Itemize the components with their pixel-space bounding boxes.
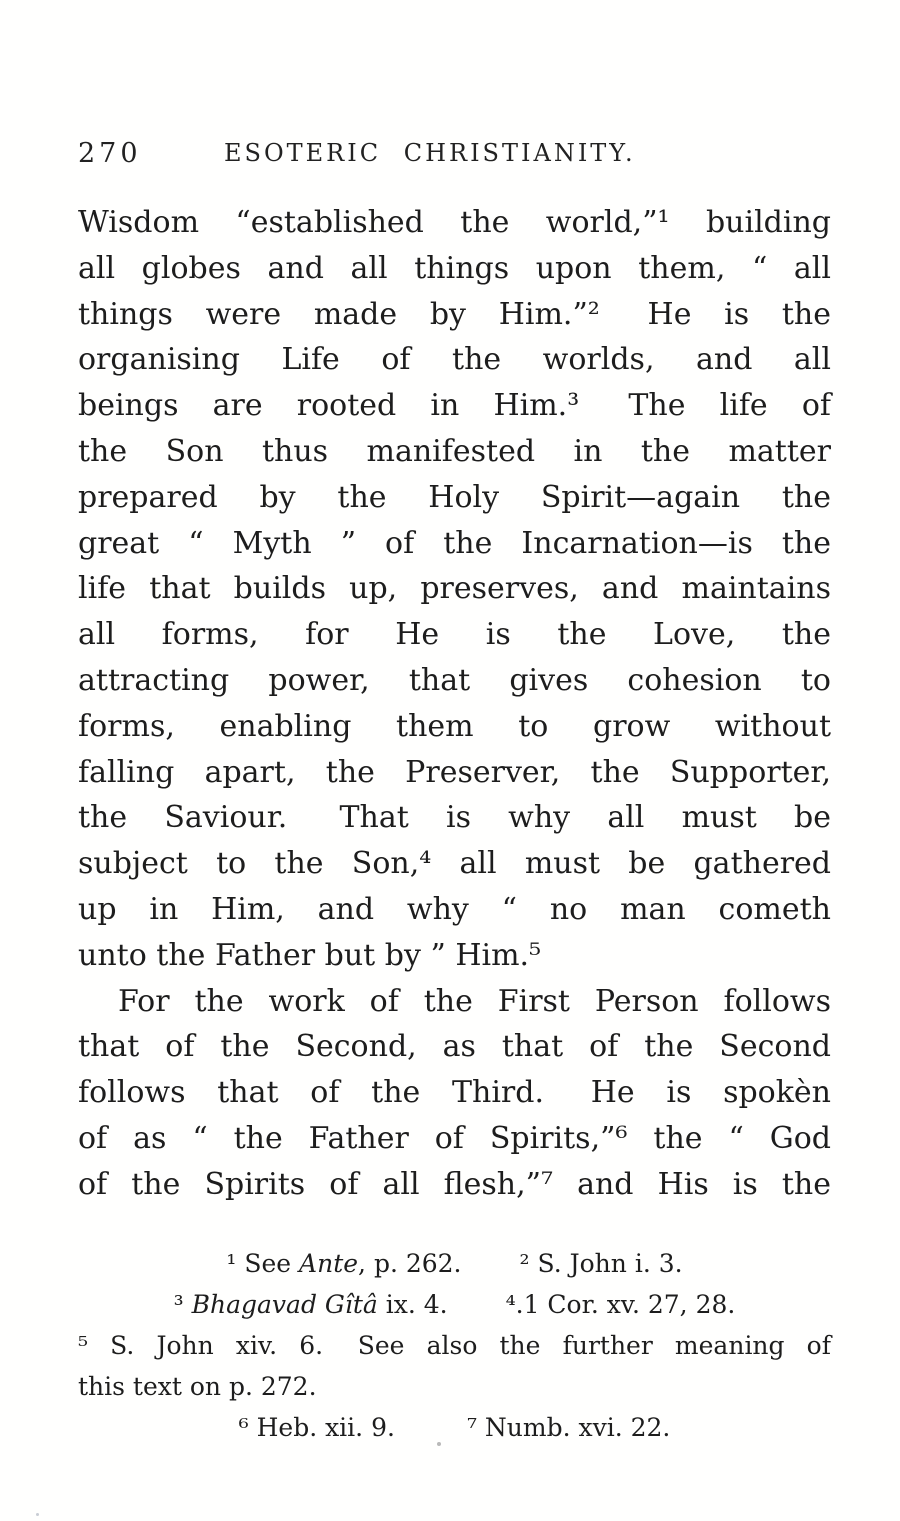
text-line: attracting power, that gives cohesion to (78, 662, 831, 698)
footnote-line-2 (78, 1284, 831, 1325)
text-line: life that builds up, preserves, and maintains (78, 571, 831, 607)
text-line: of the Spirits of all flesh,”⁷ and His is the (78, 1166, 831, 1202)
paragraph-1 (78, 200, 831, 979)
footnote-italic: Ante (299, 1249, 359, 1278)
text-line: subject to the Son,⁴ all must be gathered (78, 846, 831, 882)
footnote-ref-7: ⁷ Numb. xvi. 22. (466, 1413, 671, 1442)
text-line: follows that of the Third. He is spokèn (78, 1075, 831, 1111)
footnote-line-1 (78, 1243, 831, 1284)
text-line: all globes and all things upon them, “ all (78, 250, 831, 286)
footnote-ref-2: ² S. John i. 3. (519, 1249, 683, 1278)
scan-speck (437, 1442, 441, 1446)
text-line: For the work of the First Person follows (118, 983, 831, 1019)
footnote-text: , p. 262. (358, 1249, 462, 1278)
footnote-italic: Bhagavad Gîtâ (191, 1290, 378, 1319)
text-line: forms, enabling them to grow without (78, 708, 831, 744)
text-line: of as “ the Father of Spirits,”⁶ the “ God (78, 1120, 831, 1156)
footnote-text: ix. 4. (377, 1290, 448, 1319)
text-line: that of the Second, as that of the Second (78, 1029, 831, 1065)
text-line: great “ Myth ” of the Incarnation—is the (78, 525, 831, 561)
body-text (78, 200, 831, 1208)
text-line: prepared by the Holy Spirit—again the (78, 479, 831, 515)
text-line: things were made by Him.”² He is the (78, 296, 831, 332)
scan-speck (36, 1513, 39, 1516)
paragraph-2 (78, 979, 831, 1208)
text-line: organising Life of the worlds, and all (78, 342, 831, 378)
footnote-ref-1: ¹ See (226, 1249, 300, 1278)
footnote-ref-6: ⁶ Heb. xii. 9. (238, 1413, 395, 1442)
running-header-title: ESOTERIC CHRISTIANITY. (224, 139, 636, 167)
text-line: the Son thus manifested in the matter (78, 433, 831, 469)
footnote-ref-4: ⁴.1 Cor. xv. 27, 28. (505, 1290, 736, 1319)
running-header (78, 136, 831, 170)
footnote-line-3: ⁵ S. John xiv. 6. See also the further meaning of (78, 1331, 831, 1360)
text-line: the Saviour. That is why all must be (78, 800, 831, 836)
footnote-ref-3: ³ (173, 1290, 192, 1319)
text-line: falling apart, the Preserver, the Supporter, (78, 754, 831, 790)
footnote-line-4: this text on p. 272. (78, 1372, 317, 1401)
text-line: beings are rooted in Him.³ The life of (78, 388, 831, 424)
footnotes (78, 1243, 831, 1448)
text-line: Wisdom “established the world,”¹ building (78, 205, 831, 240)
text-line: all forms, for He is the Love, the (78, 617, 831, 653)
text-line: unto the Father but by ” Him.⁵ (78, 937, 542, 973)
page-number: 270 (78, 138, 142, 169)
text-line: up in Him, and why “ no man cometh (78, 891, 831, 927)
footnote-line-5 (78, 1407, 831, 1448)
